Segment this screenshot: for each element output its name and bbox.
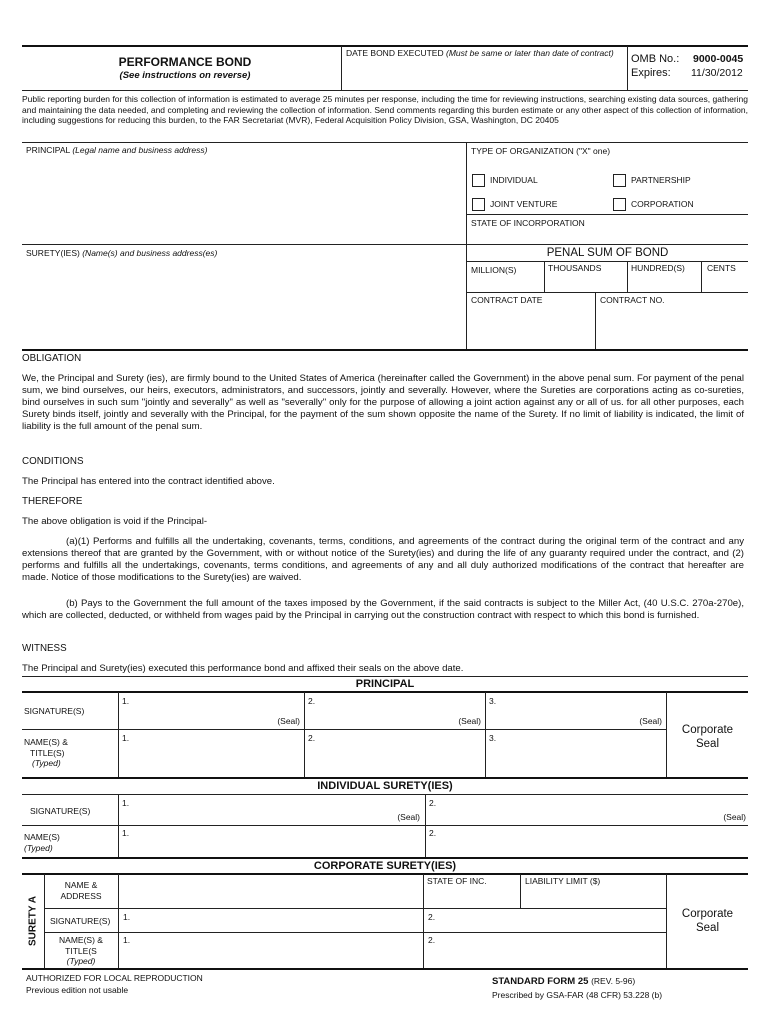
principal-signature-3[interactable] xyxy=(486,693,665,728)
corporate-signature-2[interactable] xyxy=(424,909,665,931)
name-address-line-1: NAME & xyxy=(64,880,98,890)
expires-date: 11/30/2012 xyxy=(691,67,743,79)
principal-names-line-3: (Typed) xyxy=(32,758,61,768)
num-1: 1. xyxy=(122,828,130,838)
penal-divider-3 xyxy=(701,261,702,292)
seal-label: (Seal) xyxy=(458,716,481,726)
corporate-seal-line-1: Corporate xyxy=(681,724,734,736)
contract-no-label: CONTRACT NO. xyxy=(600,295,665,305)
individual-title-rule xyxy=(22,794,748,795)
num-1: 1. xyxy=(122,696,130,706)
num-3: 3. xyxy=(489,696,497,706)
principal-signature-1[interactable] xyxy=(119,693,303,728)
burden-statement: Public reporting burden for this collection of information is estimated to average 25 minutes per response, including the time for reviewing instructions, searching existing data sources, gathering and maintaining the data needed, and completing and reviewing the collection of information. Send comments regarding this burden estimate or any other aspect of this collection of information, including suggestions for reducing this burden, to the FAR Secretariat (MVR), Federal Acquisition Policy Division, GSA, Washington, DC 20405 xyxy=(22,94,748,125)
date-bond-label: DATE BOND EXECUTED xyxy=(346,48,444,58)
thousands-field[interactable] xyxy=(548,263,624,291)
num-2: 2. xyxy=(429,828,437,838)
principal-corporate-seal xyxy=(667,723,748,751)
org-type-label: TYPE OF ORGANIZATION ("X" one) xyxy=(471,146,611,156)
penal-divider-1 xyxy=(544,261,545,292)
form-revision: (REV. 5-96) xyxy=(591,976,636,986)
state-of-inc-field[interactable] xyxy=(427,876,517,907)
num-2: 2. xyxy=(429,798,437,808)
principal-name-3[interactable] xyxy=(486,730,665,777)
cents-field[interactable] xyxy=(707,263,747,291)
principal-field[interactable] xyxy=(26,145,456,240)
seal-label: (Seal) xyxy=(639,716,662,726)
principal-sig-top-rule xyxy=(22,676,748,677)
num-3: 3. xyxy=(489,733,497,743)
individual-checkbox[interactable] xyxy=(472,174,485,187)
corporate-signatures-label: SIGNATURE(S) xyxy=(50,916,111,926)
header-divider-2 xyxy=(627,46,628,90)
omb-number: 9000-0045 xyxy=(693,53,744,65)
surety-top-rule xyxy=(22,244,748,245)
principal-signature-2[interactable] xyxy=(305,693,484,728)
individual-label: INDIVIDUAL xyxy=(490,175,538,185)
contract-rule xyxy=(467,292,748,293)
num-2: 2. xyxy=(428,935,436,945)
form-subtitle: (See instructions on reverse) xyxy=(119,70,251,81)
penal-sum-title: PENAL SUM OF BOND xyxy=(546,247,669,259)
principal-names-line-2: TITLE(S) xyxy=(30,747,65,758)
principal-names-label xyxy=(24,737,114,769)
hundreds-field[interactable] xyxy=(631,263,699,291)
authorized-reproduction: AUTHORIZED FOR LOCAL REPRODUCTION xyxy=(26,973,203,983)
joint-venture-checkbox[interactable] xyxy=(472,198,485,211)
omb-label: OMB No.: xyxy=(631,53,680,65)
corporate-name-address-field[interactable] xyxy=(119,875,422,907)
partnership-checkbox[interactable] xyxy=(613,174,626,187)
seal-label: (Seal) xyxy=(277,716,300,726)
header-divider-1 xyxy=(341,46,342,90)
obligation-heading: OBLIGATION xyxy=(22,353,82,364)
corporate-signature-1[interactable] xyxy=(119,909,422,931)
liability-limit-label: LIABILITY LIMIT ($) xyxy=(525,876,601,886)
num-2: 2. xyxy=(308,733,316,743)
date-bond-note: (Must be same or later than date of contract) xyxy=(445,48,614,58)
name-address-line-2: ADDRESS xyxy=(60,890,102,901)
individual-top-rule xyxy=(22,777,748,779)
principal-note: (Legal name and business address) xyxy=(72,145,208,155)
footer-rule xyxy=(22,968,748,970)
principal-name-1[interactable] xyxy=(119,730,303,777)
obligation-text: We, the Principal and Surety (ies), are firmly bound to the United States of America (hereinafter called the Government) in the above penal sum. For payment of the penal sum, we bind ourselves, our heirs, executors, administrators, and successors, jointly and severally. However, where the Sureties are corporations acting as co-sureties, bind ourselves in such sum "jointly and severally" as well as "severally" only for the purpose of allowing a joint action against any or all of us. for all other purposes, each Surety binds itself, jointly and severally with the Principal, for the payment of the sum shown opposite the name of the Surety. If no limit of liability is indicated, the limit of liability is the full amount of the penal sum. xyxy=(22,373,744,432)
corporate-names-label xyxy=(48,935,114,967)
principal-label: PRINCIPAL xyxy=(26,145,70,155)
individual-names-line-1: NAME(S) xyxy=(24,832,60,842)
num-1: 1. xyxy=(123,935,131,945)
therefore-heading: THEREFORE xyxy=(22,496,83,507)
corporate-seal-line-2: Seal xyxy=(695,922,720,934)
sureties-note: (Name(s) and business address(es) xyxy=(82,248,218,258)
individual-signatures-label: SIGNATURE(S) xyxy=(30,806,91,816)
corporate-names-line-3: (Typed) xyxy=(66,956,96,966)
individual-sureties-title: INDIVIDUAL SURETY(IES) xyxy=(317,780,453,792)
witness-heading: WITNESS xyxy=(22,643,67,654)
corporate-name-2[interactable] xyxy=(424,933,665,967)
prescribed-by: Prescribed by GSA-FAR (48 CFR) 53.228 (b) xyxy=(492,990,663,1000)
num-2: 2. xyxy=(428,912,436,922)
top-rule xyxy=(22,45,748,47)
liability-divider xyxy=(520,874,521,908)
conditions-heading: CONDITIONS xyxy=(22,456,84,467)
sureties-field[interactable] xyxy=(26,248,456,344)
corporate-seal-line-1: Corporate xyxy=(681,908,734,920)
therefore-text: The above obligation is void if the Principal- xyxy=(22,516,208,527)
corporate-surety-seal xyxy=(667,907,748,935)
previous-edition: Previous edition not usable xyxy=(26,985,129,995)
cents-label: CENTS xyxy=(707,263,736,273)
contract-no-field[interactable] xyxy=(600,295,744,345)
corporation-checkbox[interactable] xyxy=(613,198,626,211)
liability-limit-field[interactable] xyxy=(525,876,663,907)
principal-signatures-label: SIGNATURE(S) xyxy=(24,706,85,716)
individual-signature-1[interactable] xyxy=(119,796,424,824)
body-top-rule xyxy=(22,349,748,351)
org-rule xyxy=(467,214,748,215)
principal-section-title: PRINCIPAL xyxy=(355,678,415,690)
corporate-top-rule xyxy=(22,857,748,859)
corporate-name-1[interactable] xyxy=(119,933,422,967)
millions-field[interactable] xyxy=(471,265,541,291)
individual-name-1[interactable] xyxy=(119,826,424,857)
corporate-names-line-1: NAME(S) & xyxy=(59,935,103,945)
corporate-sureties-title: CORPORATE SURETY(IES) xyxy=(313,860,457,872)
corporate-seal-line-2: Seal xyxy=(695,738,720,750)
form-title: PERFORMANCE BOND xyxy=(118,55,252,69)
individual-names-label xyxy=(24,832,60,853)
contract-divider xyxy=(595,292,596,350)
clause-b-text: (b) Pays to the Government the full amount of the taxes imposed by the Government, if the said contracts is subject to the Miller Act, (40 U.S.C. 270a-270e), which are collected, deducted, or withheld from wages paid by the Principal in carrying out the construction contract with respect to which this bond is furnished. xyxy=(22,598,744,621)
joint-venture-label: JOINT VENTURE xyxy=(490,199,558,209)
partnership-label: PARTNERSHIP xyxy=(631,175,691,185)
date-bond-executed-field[interactable] xyxy=(346,48,626,59)
contract-date-label: CONTRACT DATE xyxy=(471,295,543,305)
expires-label: Expires: xyxy=(631,67,671,79)
num-1: 1. xyxy=(122,733,130,743)
individual-signature-2[interactable] xyxy=(426,796,748,824)
seal-label: (Seal) xyxy=(723,812,746,822)
witness-text: The Principal and Surety(ies) executed this performance bond and affixed their seals on the above date. xyxy=(22,663,464,674)
seal-label: (Seal) xyxy=(397,812,420,822)
corporation-label: CORPORATION xyxy=(631,199,694,209)
principal-names-line-1: NAME(S) & xyxy=(24,737,68,747)
corporate-name-address-label xyxy=(48,880,114,901)
individual-names-line-2: (Typed) xyxy=(24,842,53,853)
num-1: 1. xyxy=(122,798,130,808)
clause-a-text: (a)(1) Performs and fulfills all the undertaking, covenants, terms, conditions, and agreements of the contract during the original term of the contract and any extensions thereof that are granted by the Government, with or without notice of the Surety(ies) and during the life of any guaranty required under the contract, and (2) performs and fulfills all the undertakings, covenants, terms conditions, and agreements of any and all duly authorized modifications of the contract that hereafter are made. Notice of those modifications to the Surety(ies) are waived. xyxy=(22,536,744,583)
hundreds-label: HUNDRED(S) xyxy=(631,263,685,273)
header-bottom-rule xyxy=(22,90,748,91)
thousands-label: THOUSANDS xyxy=(548,263,602,273)
num-2: 2. xyxy=(308,696,316,706)
corporate-names-line-2: TITLE(S xyxy=(65,945,97,956)
penal-divider-2 xyxy=(627,261,628,292)
principal-name-2[interactable] xyxy=(305,730,484,777)
conditions-text: The Principal has entered into the contract identified above. xyxy=(22,476,275,487)
penal-sum-rule xyxy=(467,261,748,262)
state-of-incorporation-label: STATE OF INCORPORATION xyxy=(471,218,585,228)
state-of-inc-label: STATE OF INC. xyxy=(427,876,487,886)
form-number xyxy=(492,976,635,987)
principal-top-rule xyxy=(22,142,748,143)
millions-label: MILLION(S) xyxy=(471,265,517,275)
num-1: 1. xyxy=(123,912,131,922)
individual-name-2[interactable] xyxy=(426,826,748,857)
standard-form-name: STANDARD FORM 25 xyxy=(492,976,589,987)
state-of-incorporation-field[interactable] xyxy=(471,218,741,242)
contract-date-field[interactable] xyxy=(471,295,591,345)
sureties-label: SURETY(IES) xyxy=(26,248,80,258)
surety-a-divider xyxy=(44,874,45,968)
surety-a-label: SURETY A xyxy=(27,895,39,947)
